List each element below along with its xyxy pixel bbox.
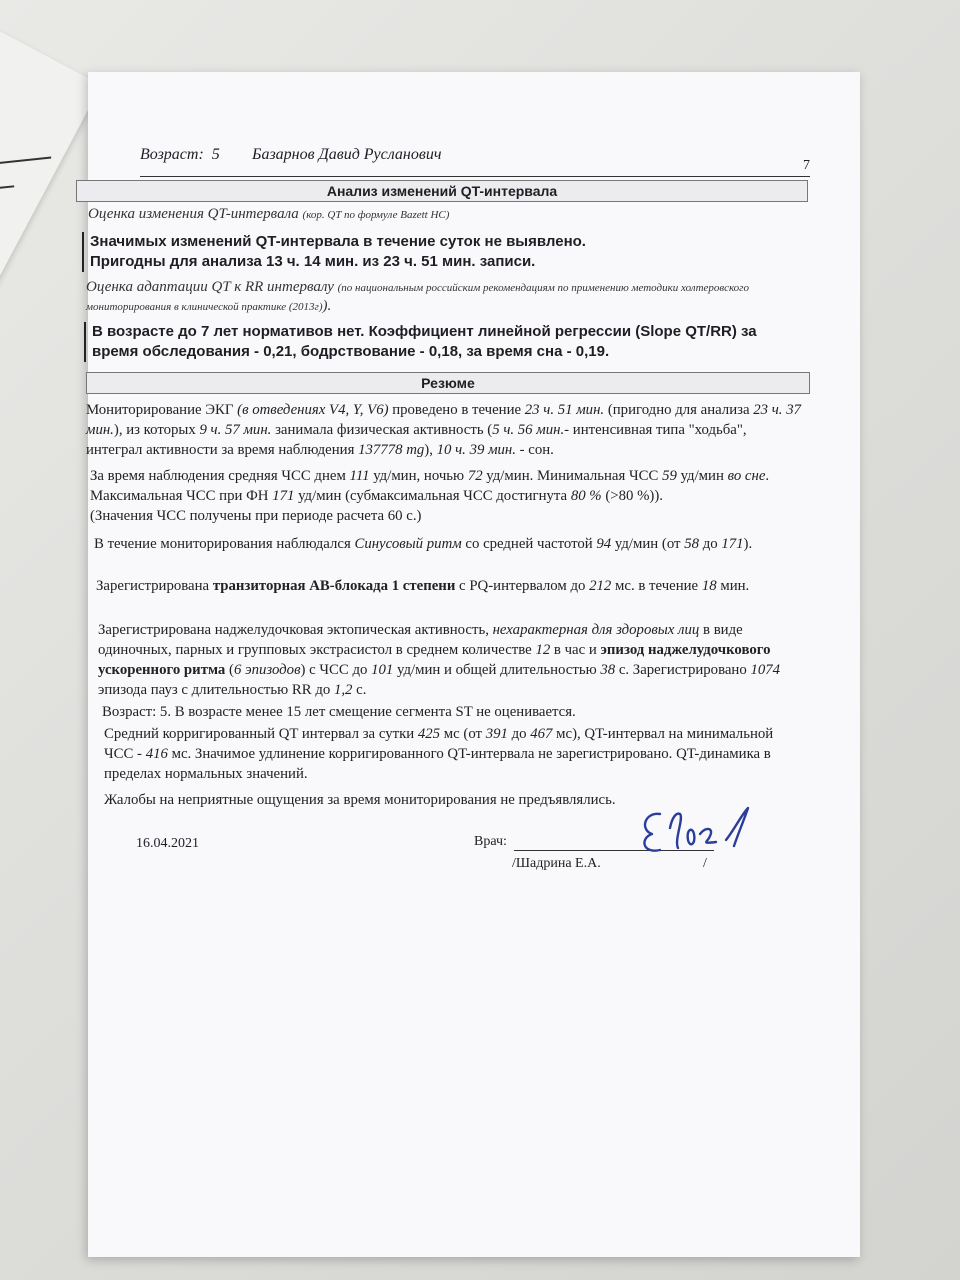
supraventricular-paragraph: Зарегистрирована наджелудочковая эктопическая активность, нехарактерная для здоровых лиц в виде одиночных, парных и групповых экстрасистол в среднем количестве 12 в час и эпизод наджелудочкового ускоренного ритма (6 эпизодов) с ЧСС до 101 уд/мин и общей длительностью 38 с. Зарегистрировано 1074 эпизода пауз с длительностью RR до 1,2 с. bbox=[98, 622, 781, 698]
slope-result: В возрасте до 7 лет нормативов нет. Коэффициент линейной регрессии (Slope QT/RR) за время обследования - 0,21, бодрствование - 0,18, за время сна - 0,19. bbox=[84, 322, 812, 362]
report-date: 16.04.2021 bbox=[136, 836, 199, 851]
av-block-paragraph: Зарегистрирована транзиторная АВ-блокада 1 степени с PQ-интервалом до 212 мс. в течение 18 мин. bbox=[96, 578, 750, 594]
fold-line bbox=[0, 185, 14, 198]
page-header bbox=[140, 146, 810, 177]
patient-name: Базарнов Давид Русланович bbox=[252, 146, 442, 163]
heart-rate-paragraph: За время наблюдения средняя ЧСС днем 111 уд/мин, ночью 72 уд/мин. Минимальная ЧСС 59 уд/мин во сне. Максимальная ЧСС при ФН 171 уд/мин (субмаксимальная ЧСС достигнута 80 % (>80 %)). (Значения ЧСС получены при периоде расчета 60 с.) bbox=[90, 468, 770, 524]
page-number: 7 bbox=[803, 158, 810, 173]
qt-result: Значимых изменений QT-интервала в течение суток не выявлено. Пригодны для анализа 13 ч. 14 мин. из 23 ч. 51 мин. записи. bbox=[82, 232, 780, 272]
monitoring-paragraph: Мониторирование ЭКГ (в отведениях V4, Y, V6) проведено в течение 23 ч. 51 мин. (пригодно для анализа 23 ч. 37 мин.), из которых 9 ч. 57 мин. занимала физическая активность (5 ч. 56 мин.- интенсивная типа "ходьба", интеграл активности за время наблюдения 137778 mg), 10 ч. 39 мин. - сон. bbox=[86, 402, 801, 458]
doctor-name: /Шадрина Е.А. bbox=[512, 856, 601, 871]
age-label: Возраст: 5 bbox=[140, 146, 220, 163]
st-segment-note: Возраст: 5. В возрасте менее 15 лет смещение сегмента ST не оценивается. bbox=[102, 704, 576, 720]
fold-line bbox=[0, 157, 51, 172]
doctor-label: Врач: bbox=[474, 834, 507, 849]
resume-section-title: Резюме bbox=[86, 372, 810, 394]
rhythm-paragraph: В течение мониторирования наблюдался Синусовый ритм со средней частотой 94 уд/мин (от 58 до 171). bbox=[94, 536, 753, 552]
handwritten-signature bbox=[630, 800, 780, 860]
qtc-paragraph: Средний корригированный QT интервал за сутки 425 мс (от 391 до 467 мс), QT-интервал на минимальной ЧСС - 416 мс. Значимое удлинение корригированного QT-интервала не зарегистрировано. QT-динамика в пределах нормальных значений. bbox=[104, 726, 774, 782]
complaints-paragraph: Жалобы на неприятные ощущения за время мониторирования не предъявлялись. bbox=[104, 792, 616, 808]
qt-section-title: Анализ изменений QT-интервала bbox=[76, 180, 808, 202]
signature-slash: / bbox=[703, 856, 707, 871]
qt-adaptation-label: Оценка адаптации QT к RR интервалу (по национальным российским рекомендациям по применению методики холтеровского мониторирования в клинической практике (2013г)). bbox=[86, 279, 749, 314]
qt-method-label: Оценка изменения QT-интервала (кор. QT по формуле Bazett HC) bbox=[88, 206, 450, 222]
age-value: 5 bbox=[211, 146, 220, 163]
